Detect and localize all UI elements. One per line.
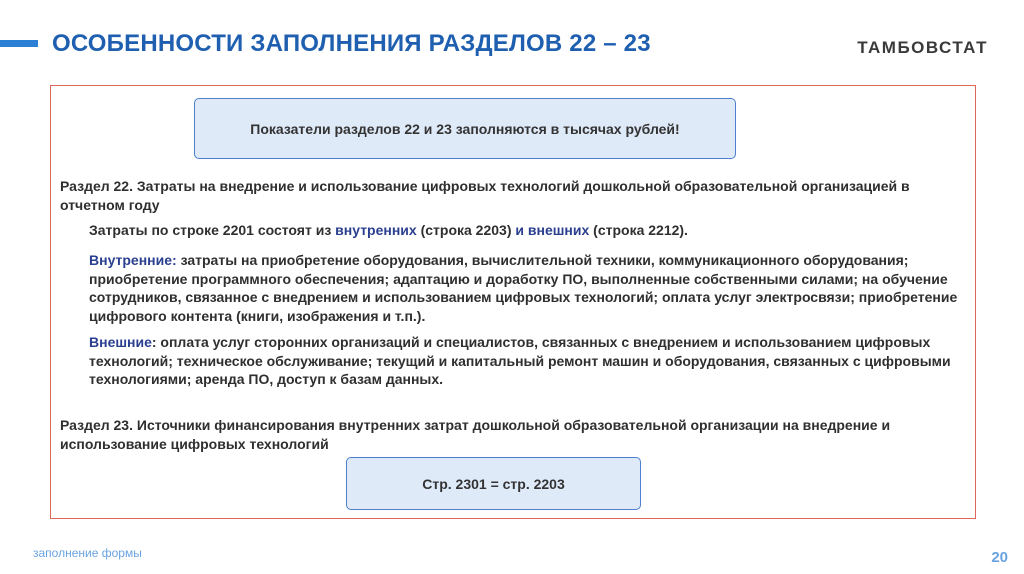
page-number: 20 (991, 549, 1008, 566)
external-label: Внешние (89, 334, 152, 350)
brand-logo-text: ТАМБОВСТАТ (857, 38, 988, 57)
section-22-heading: Раздел 22. Затраты на внедрение и использование цифровых технологий дошкольной образовательной организацией в отчетном году (60, 178, 910, 213)
formula-callout (346, 457, 641, 510)
section-23-heading: Раздел 23. Источники финансирования внутренних затрат дошкольной образовательной организации на внедрение и использование цифровых технологий (60, 417, 891, 452)
total-text-part1: Затраты по строке 2201 состоят из (89, 222, 336, 238)
external-text: : оплата услуг сторонних организаций и специалистов, связанных с внедрением и использованием цифровых технологий; техническое обслуживание; текущий и капитальный ремонт машин и оборудования, связанных с цифровыми технологиями; аренда ПО, доступ к базам данных. (89, 334, 951, 387)
total-text-part3: (строка 2212). (589, 222, 688, 238)
note-callout (194, 98, 736, 159)
internal-costs-paragraph (89, 251, 969, 325)
internal-text: затраты на приобретение оборудования, вычислительной техники, коммуникационного оборудования; приобретение программного обеспечения; адаптацию и доработку ПО, выполненные собственными силами; на обучение сотрудников, связанное с внедрением и использованием цифровых технологий; оплата услуг электросвязи; приобретение цифрового контента (книги, изображения и т.п.). (89, 252, 958, 324)
page-title: ОСОБЕННОСТИ ЗАПОЛНЕНИЯ РАЗДЕЛОВ 22 – 23 (52, 30, 651, 57)
note-callout-text: Показатели разделов 22 и 23 заполняются в тысячах рублей! (250, 120, 680, 137)
accent-bar (0, 40, 38, 47)
internal-keyword: внутренних (335, 222, 417, 238)
formula-callout-text: Стр. 2301 = стр. 2203 (422, 475, 565, 492)
footer-label: заполнение формы (33, 546, 142, 560)
total-costs-paragraph (89, 221, 969, 240)
external-costs-paragraph (89, 333, 959, 389)
external-keyword: и внешних (515, 222, 590, 238)
total-text-part2: (строка 2203) (416, 222, 516, 238)
internal-label: Внутренние: (89, 252, 177, 268)
